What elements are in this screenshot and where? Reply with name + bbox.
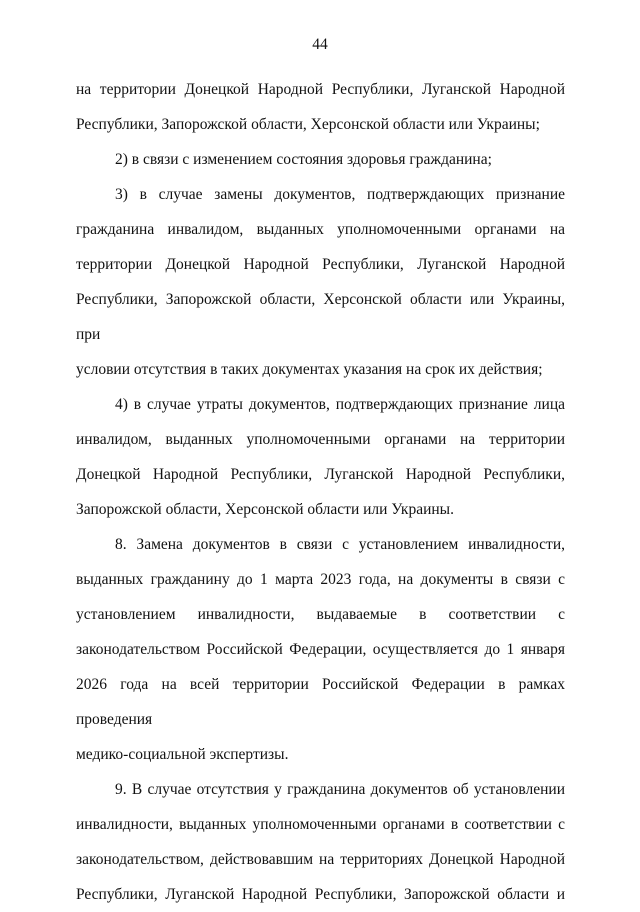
text-line: выданных гражданину до 1 марта 2023 года, на документы в связи с — [76, 571, 565, 588]
text-line: 9. В случае отсутствия у гражданина документов об установлении — [115, 781, 565, 798]
paragraph-item-2 — [76, 142, 565, 177]
text-line: на территории Донецкой Народной Республики, Луганской Народной — [76, 81, 565, 98]
text-line: Республики, Запорожской области, Херсонской области или Украины, при — [76, 291, 565, 343]
document-body — [76, 72, 565, 912]
text-line: гражданина инвалидом, выданных уполномоченными органами на — [76, 221, 565, 238]
page-number: 44 — [312, 36, 328, 53]
text-line: законодательством, действовавшим на территориях Донецкой Народной — [76, 851, 565, 868]
text-line: медико-социальной экспертизы. — [76, 746, 289, 763]
text-line: законодательством Российской Федерации, осуществляется до 1 января — [76, 641, 565, 658]
text-line: 3) в случае замены документов, подтверждающих признание — [115, 186, 565, 203]
text-line: 4) в случае утраты документов, подтверждающих признание лица — [115, 396, 565, 413]
text-line: инвалидом, выданных уполномоченными органами на территории — [76, 431, 565, 448]
text-line: инвалидности, выданных уполномоченными органами в соответствии с — [76, 816, 565, 833]
text-line: Республики, Луганской Народной Республики, Запорожской области и — [76, 886, 565, 903]
paragraph-point-9 — [76, 772, 565, 912]
text-line: установлением инвалидности, выдаваемые в соответствии с — [76, 606, 565, 623]
text-line: Донецкой Народной Республики, Луганской Народной Республики, — [76, 466, 565, 483]
text-line: 2026 года на всей территории Российской Федерации в рамках проведения — [76, 676, 565, 728]
paragraph-point-8 — [76, 527, 565, 772]
paragraph-item-3 — [76, 177, 565, 387]
paragraph-continuation — [76, 72, 565, 142]
text-line: территории Донецкой Народной Республики, Луганской Народной — [76, 256, 565, 273]
text-line: Республики, Запорожской области, Херсонской области или Украины; — [76, 116, 540, 133]
text-line: Запорожской области, Херсонской области или Украины. — [76, 501, 454, 518]
text-line: 2) в связи с изменением состояния здоровья гражданина; — [115, 151, 492, 168]
text-line: 8. Замена документов в связи с установлением инвалидности, — [115, 536, 565, 553]
paragraph-item-4 — [76, 387, 565, 527]
text-line: условии отсутствия в таких документах указания на срок их действия; — [76, 361, 543, 378]
